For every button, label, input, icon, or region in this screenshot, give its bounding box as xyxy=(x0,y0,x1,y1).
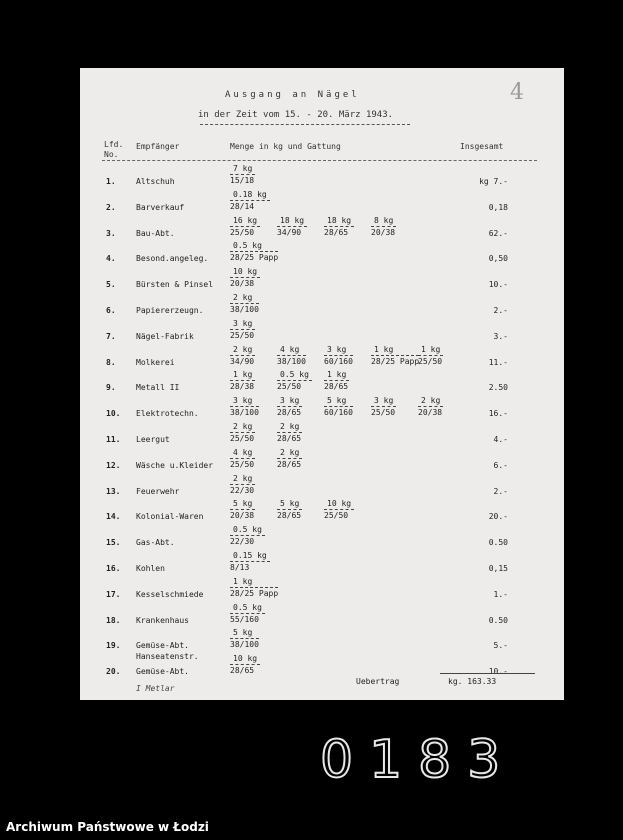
quantity-item xyxy=(324,499,354,521)
table-row xyxy=(80,293,564,321)
row-total: 6.- xyxy=(493,460,508,470)
item-type: 25/50 xyxy=(230,227,255,237)
item-kg: 0.5 kg xyxy=(230,241,278,252)
quantity-item xyxy=(277,396,302,418)
row-recipient: Besond.angeleg. xyxy=(136,254,209,264)
item-kg: 5 kg xyxy=(230,499,255,510)
quantity-item xyxy=(230,628,259,650)
item-type: 20/38 xyxy=(230,511,255,521)
item-type: 28/25 Papp xyxy=(230,253,279,263)
item-type: 25/50 xyxy=(230,434,255,443)
quantity-item xyxy=(230,499,255,521)
table-row xyxy=(80,216,564,244)
row-total: 0.50 xyxy=(488,615,508,625)
quantity-item xyxy=(230,551,270,573)
item-type: 22/30 xyxy=(230,485,255,495)
header-no: No. xyxy=(104,150,119,159)
row-recipient: Papiererzeugn. xyxy=(136,306,204,315)
row-total: 2.- xyxy=(493,486,508,496)
item-kg: 1 kg xyxy=(324,370,349,381)
quantity-item xyxy=(230,319,255,341)
table-row xyxy=(80,370,564,398)
row-total: 1.- xyxy=(493,589,508,599)
carryover-label: Uebertrag xyxy=(356,677,400,686)
item-kg: 2 kg xyxy=(230,293,259,304)
row-total: 4.- xyxy=(493,435,508,444)
row-recipient: Molkerei xyxy=(136,357,175,367)
row-recipient: Kesselschmiede xyxy=(136,589,204,599)
item-type: 28/65 xyxy=(277,511,302,521)
table-row xyxy=(80,603,564,631)
sum-line xyxy=(440,673,535,674)
row-recipient: Nägel-Fabrik xyxy=(136,331,194,341)
carryover-value: kg. 163.33 xyxy=(448,677,497,686)
row-recipient: Gas-Abt. xyxy=(136,538,175,548)
document-page xyxy=(80,68,564,700)
quantity-item xyxy=(418,396,443,418)
quantity-item xyxy=(230,216,260,238)
row-recipient: Gemüse-Abt. xyxy=(136,667,189,677)
item-type: 28/38 xyxy=(230,382,255,392)
row-number: 3. xyxy=(106,228,116,238)
row-recipient: Wäsche u.Kleider xyxy=(136,460,214,470)
row-total: kg 7.- xyxy=(479,177,508,186)
item-kg: 1 kg xyxy=(230,577,278,588)
quantity-item xyxy=(324,345,353,367)
row-number: 7. xyxy=(106,331,116,341)
row-recipient: Krankenhaus xyxy=(136,615,189,625)
frame-number: 0183 xyxy=(320,730,517,790)
document-title: Ausgang an Nägel xyxy=(225,90,360,100)
row-number: 16. xyxy=(106,564,121,573)
extra-recipient-line: Hanseatenstr. xyxy=(136,652,199,661)
quantity-item xyxy=(230,448,255,470)
item-kg: 1 kg xyxy=(230,370,255,381)
item-type: 20/38 xyxy=(418,408,443,418)
item-type: 28/65 xyxy=(277,408,302,418)
archive-caption: Archiwum Państwowe w Łodzi xyxy=(0,816,623,840)
quantity-item xyxy=(324,396,353,418)
table-row xyxy=(80,448,564,476)
row-number: 12. xyxy=(106,460,121,470)
header-total: Insgesamt xyxy=(460,142,504,151)
row-total: 0.50 xyxy=(488,538,508,548)
item-type: 38/100 xyxy=(230,408,259,418)
item-type: 55/160 xyxy=(230,614,259,624)
row-recipient: Feuerwehr xyxy=(136,486,180,496)
item-type: 22/30 xyxy=(230,537,255,547)
header-recipient: Empfänger xyxy=(136,142,180,151)
quantity-item xyxy=(371,216,396,238)
item-type: 25/50 xyxy=(230,459,255,469)
row-total: 2.50 xyxy=(488,383,508,393)
item-type: 34/90 xyxy=(277,227,302,237)
table-row xyxy=(80,345,564,373)
title-underline xyxy=(200,124,410,125)
row-recipient: Kolonial-Waren xyxy=(136,512,204,522)
item-type: 28/25 Papp xyxy=(230,588,279,598)
item-kg: 16 kg xyxy=(230,216,260,227)
row-recipient: Bürsten & Pinsel xyxy=(136,280,214,290)
quantity-item xyxy=(371,396,396,418)
table-row xyxy=(80,190,564,218)
document-subtitle: in der Zeit vom 15. - 20. März 1943. xyxy=(198,110,394,120)
table-row xyxy=(80,164,564,192)
table-row xyxy=(80,267,564,295)
row-total: 2.- xyxy=(493,306,508,315)
item-kg: 18 kg xyxy=(277,216,307,227)
item-type: 25/50 xyxy=(277,382,302,392)
row-total: 3.- xyxy=(493,331,508,341)
row-number: 4. xyxy=(106,254,116,264)
item-kg: 3 kg xyxy=(277,396,302,407)
item-type: 28/65 xyxy=(324,227,349,237)
item-type: 38/100 xyxy=(230,640,259,650)
item-kg: 3 kg xyxy=(371,396,396,407)
table-row xyxy=(80,525,564,553)
row-number: 18. xyxy=(106,615,121,625)
table-row xyxy=(80,396,564,424)
quantity-item xyxy=(230,654,260,676)
item-kg: 0.15 kg xyxy=(230,551,270,562)
item-kg: 5 kg xyxy=(230,628,259,639)
item-kg: 2 kg xyxy=(418,396,443,407)
table-row xyxy=(80,241,564,269)
quantity-item xyxy=(230,267,260,289)
item-kg: 18 kg xyxy=(324,216,354,227)
row-recipient: Leergut xyxy=(136,435,170,444)
item-kg: 5 kg xyxy=(324,396,353,407)
row-number: 10. xyxy=(106,409,121,419)
row-total: 0,18 xyxy=(488,202,508,212)
item-type: 28/65 xyxy=(324,382,349,392)
quantity-item xyxy=(230,577,278,599)
item-kg: 10 kg xyxy=(230,267,260,278)
quantity-item xyxy=(277,216,307,238)
item-kg: 0.5 kg xyxy=(230,525,265,536)
item-kg: 4 kg xyxy=(230,448,255,459)
header-lfd: Lfd. xyxy=(104,140,124,149)
row-total: 16.- xyxy=(488,409,508,419)
item-type: 28/65 xyxy=(230,666,255,676)
row-number: 13. xyxy=(106,486,121,496)
quantity-item xyxy=(230,164,255,186)
item-kg: 3 kg xyxy=(324,345,353,356)
quantity-item xyxy=(277,370,312,392)
item-kg: 1 kg xyxy=(371,345,419,356)
quantity-item xyxy=(324,370,349,392)
row-total: 11.- xyxy=(488,357,508,367)
item-type: 8/13 xyxy=(230,563,250,572)
header-divider xyxy=(102,160,537,161)
item-type: 28/65 xyxy=(277,459,302,469)
row-total: 62.- xyxy=(488,228,508,238)
row-total: 0,15 xyxy=(488,564,508,573)
item-kg: 2 kg xyxy=(230,345,255,356)
item-kg: 3 kg xyxy=(230,396,259,407)
quantity-item xyxy=(230,241,278,263)
row-number: 14. xyxy=(106,512,121,522)
row-recipient: Gemüse-Abt. xyxy=(136,641,189,651)
quantity-item xyxy=(277,499,302,521)
item-kg: 3 kg xyxy=(230,319,255,330)
quantity-item xyxy=(230,370,255,392)
item-type: 38/100 xyxy=(277,356,306,366)
row-total: 10.- xyxy=(488,280,508,290)
quantity-item xyxy=(230,190,270,212)
film-margin xyxy=(0,722,276,814)
quantity-item xyxy=(230,525,265,547)
quantity-item xyxy=(371,345,419,367)
item-type: 25/50 xyxy=(324,511,349,521)
item-type: 20/38 xyxy=(230,279,255,289)
item-kg: 8 kg xyxy=(371,216,396,227)
row-number: 5. xyxy=(106,280,116,290)
row-number: 2. xyxy=(106,202,116,212)
item-kg: 0.5 kg xyxy=(277,370,312,381)
table-row xyxy=(80,499,564,527)
item-type: 60/160 xyxy=(324,356,353,366)
table-row xyxy=(80,319,564,347)
item-kg: 5 kg xyxy=(277,499,302,510)
row-number: 17. xyxy=(106,589,121,599)
quantity-item xyxy=(230,603,265,625)
header-quantity: Menge in kg und Gattung xyxy=(230,142,341,151)
row-number: 9. xyxy=(106,383,116,393)
item-kg: 2 kg xyxy=(230,474,255,485)
page-mark: 4 xyxy=(510,80,524,105)
item-type: 60/160 xyxy=(324,408,353,418)
item-kg: 2 kg xyxy=(230,422,255,433)
item-kg: 4 kg xyxy=(277,345,306,356)
quantity-item xyxy=(277,448,302,470)
row-recipient: Elektrotechn. xyxy=(136,409,199,419)
item-type: 38/100 xyxy=(230,305,259,314)
row-total: 0,50 xyxy=(488,254,508,264)
quantity-item xyxy=(230,396,259,418)
item-kg: 10 kg xyxy=(230,654,260,665)
item-type: 28/14 xyxy=(230,201,255,211)
quantity-item xyxy=(230,293,259,315)
item-kg: 0.5 kg xyxy=(230,603,265,614)
quantity-item xyxy=(277,422,302,444)
row-recipient: Barverkauf xyxy=(136,202,185,212)
item-type: 25/50 xyxy=(418,356,443,366)
row-number: 6. xyxy=(106,306,116,315)
handwritten-note: I Metlar xyxy=(136,684,175,693)
row-number: 19. xyxy=(106,641,121,651)
row-recipient: Kohlen xyxy=(136,564,165,573)
item-kg: 2 kg xyxy=(277,422,302,433)
row-total: 10.- xyxy=(488,667,508,677)
table-row xyxy=(80,474,564,502)
row-total: 5.- xyxy=(493,641,508,651)
item-type: 34/90 xyxy=(230,356,255,366)
row-recipient: Bau-Abt. xyxy=(136,228,175,238)
row-number: 1. xyxy=(106,177,116,186)
table-row xyxy=(80,551,564,579)
item-type: 20/38 xyxy=(371,227,396,237)
row-recipient: Altschuh xyxy=(136,177,175,186)
quantity-item xyxy=(324,216,354,238)
row-recipient: Metall II xyxy=(136,383,180,393)
item-type: 28/25 Papp xyxy=(371,356,420,366)
item-type: 28/65 xyxy=(277,434,302,443)
item-kg: 7 kg xyxy=(230,164,255,175)
frame-label xyxy=(276,722,623,814)
row-number: 20. xyxy=(106,667,121,677)
table-row xyxy=(80,577,564,605)
row-total: 20.- xyxy=(488,512,508,522)
quantity-item xyxy=(277,345,306,367)
item-kg: 1 kg xyxy=(418,345,443,356)
quantity-item xyxy=(418,345,443,367)
table-row xyxy=(80,422,564,450)
quantity-item xyxy=(230,422,255,444)
item-kg: 10 kg xyxy=(324,499,354,510)
quantity-item xyxy=(230,474,255,496)
item-kg: 0.18 kg xyxy=(230,190,270,201)
item-kg: 2 kg xyxy=(277,448,302,459)
item-type: 15/18 xyxy=(230,176,255,185)
item-type: 25/50 xyxy=(230,330,255,340)
item-type: 25/50 xyxy=(371,408,396,418)
quantity-item xyxy=(230,345,255,367)
row-number: 11. xyxy=(106,435,121,444)
row-number: 8. xyxy=(106,357,116,367)
row-number: 15. xyxy=(106,538,121,548)
